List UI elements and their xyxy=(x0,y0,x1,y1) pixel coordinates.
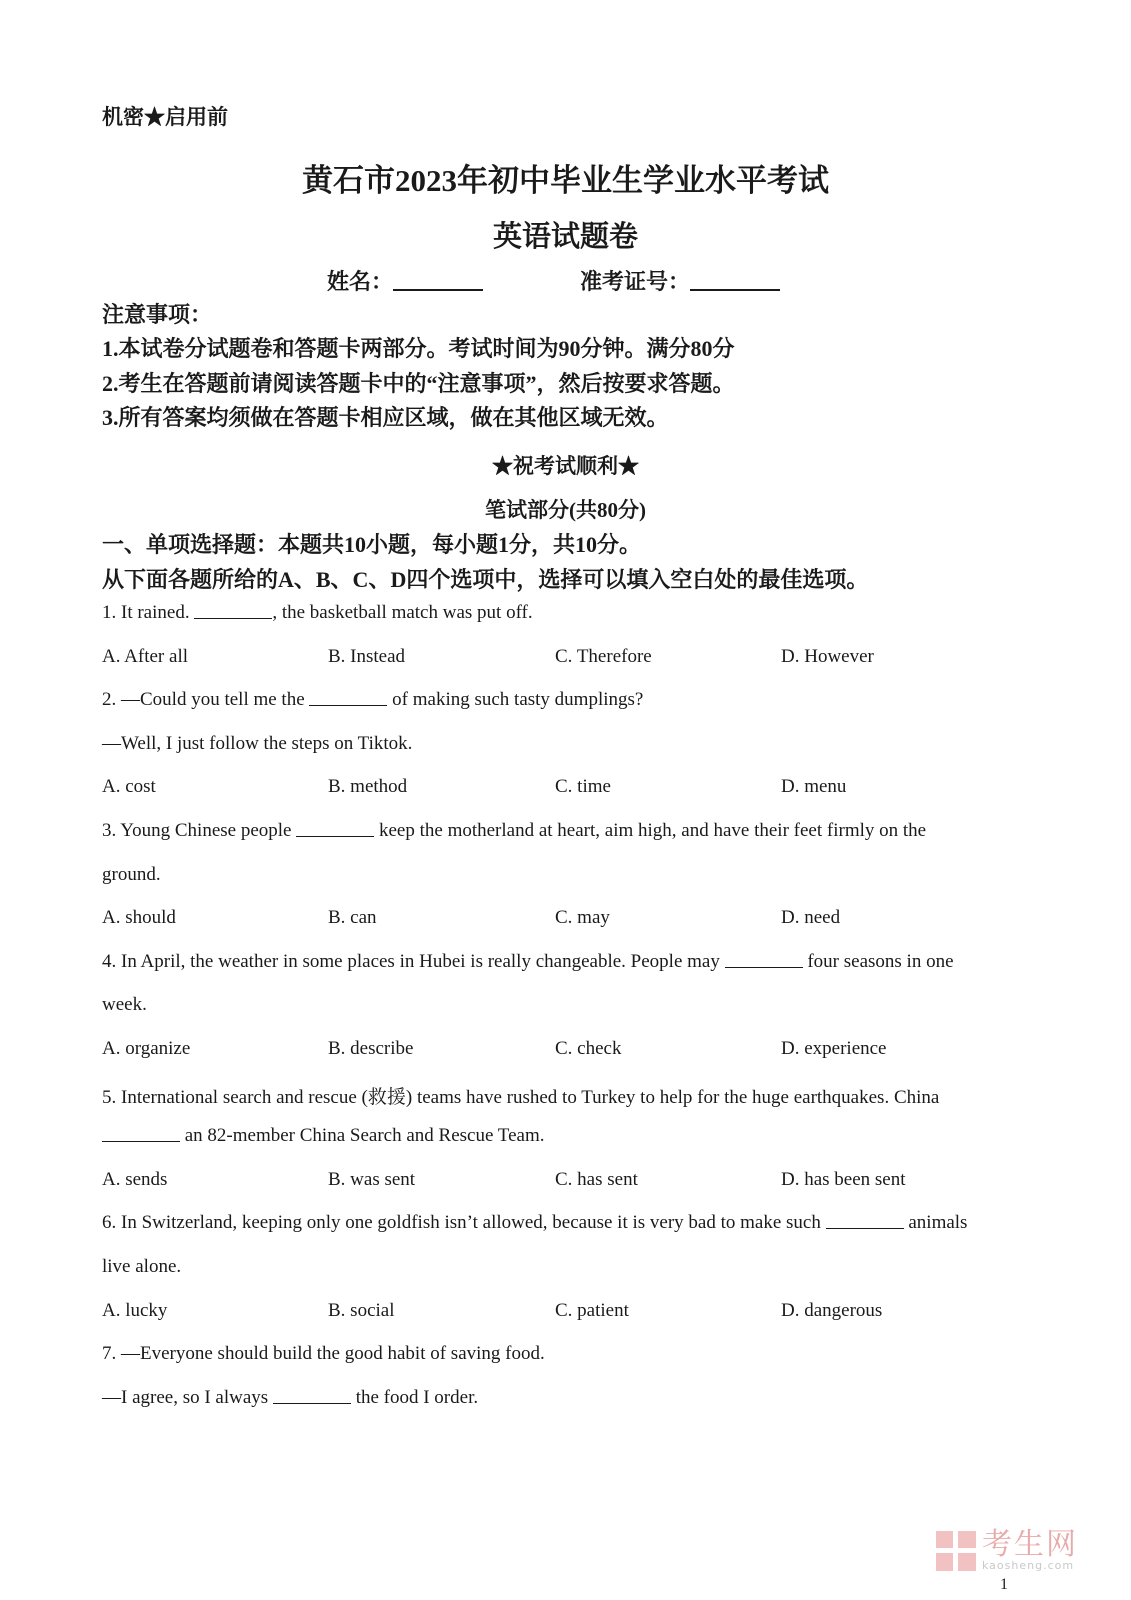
question-line xyxy=(102,994,147,1016)
question-text: , the basketball match was put off. xyxy=(272,602,533,623)
answer-option: A. organize xyxy=(102,1038,191,1059)
good-luck-wish: ★祝考试顺利★ xyxy=(492,454,639,478)
question-line xyxy=(102,951,954,973)
question-text: ground. xyxy=(102,863,161,885)
answer-option: A. sends xyxy=(102,1168,168,1190)
answer-option: B. social xyxy=(328,1299,395,1321)
question-line xyxy=(102,602,533,624)
answer-blank xyxy=(309,689,387,706)
page-number: 1 xyxy=(1000,1576,1008,1593)
answer-option: C. may xyxy=(555,907,610,929)
question-line xyxy=(102,1343,545,1365)
question-text: of making such tasty dumplings? xyxy=(387,689,644,711)
question-text: keep the motherland at heart, aim high, and have their feet firmly on the xyxy=(374,820,927,841)
name-label: 姓名： xyxy=(327,269,394,294)
answer-option: C. has sent xyxy=(555,1168,638,1190)
answer-option: A. lucky xyxy=(102,1299,168,1321)
question-text: live alone. xyxy=(102,1256,182,1277)
question-line xyxy=(102,689,643,711)
confidential-label: 机密★启用前 xyxy=(102,105,228,129)
part1-title: 一、单项选择题：本题共10小题，每小题1分，共10分。 xyxy=(102,532,642,557)
answer-option: B. was sent xyxy=(328,1168,416,1190)
answer-option: D. has been sent xyxy=(781,1168,906,1190)
answer-option: D. menu xyxy=(781,776,847,798)
answer-option: C. time xyxy=(555,776,611,798)
answer-option: D. However xyxy=(781,645,874,667)
answer-blank xyxy=(102,1125,180,1142)
question-line xyxy=(102,820,926,842)
answer-blank xyxy=(273,1387,351,1404)
answer-blank xyxy=(725,951,803,968)
question-text: 3. Young Chinese people xyxy=(102,820,297,841)
question-line xyxy=(102,1387,478,1409)
question-line xyxy=(102,1125,544,1147)
note-item: 2.考生在答题前请阅读答题卡中的“注意事项”，然后按要求答题。 xyxy=(102,371,735,396)
part1-instruction: 从下面各题所给的A、B、C、D四个选项中，选择可以填入空白处的最佳选项。 xyxy=(102,567,869,592)
answer-option: B. Instead xyxy=(328,645,406,667)
question-text: 1. It rained. xyxy=(102,602,195,623)
watermark xyxy=(936,1527,1078,1572)
question-text: 7. —Everyone should build the good habit of saving food. xyxy=(102,1343,545,1365)
watermark-url: kaosheng.com xyxy=(982,1559,1075,1572)
exam-subtitle: 英语试题卷 xyxy=(492,221,638,253)
exam-id-field xyxy=(580,265,780,296)
answer-option: B. method xyxy=(328,776,408,798)
question-text: 6. In Switzerland, keeping only one goldfish isn’t allowed, because it is very bad to make such xyxy=(102,1212,826,1234)
question-text: four seasons in one xyxy=(802,950,954,972)
answer-option: B. describe xyxy=(328,1038,414,1059)
question-text: 4. In April, the weather in some places in Hubei is really changeable. People may xyxy=(102,950,725,972)
answer-blank xyxy=(826,1212,904,1229)
question-text: 2. —Could you tell me the xyxy=(102,689,310,711)
question-text: 5. International search and rescue (救援) teams have rushed to Turkey to help for the huge earthquakes. China xyxy=(102,1086,940,1108)
question-text: —Well, I just follow the steps on Tiktok. xyxy=(102,732,413,754)
question-text: the food I order. xyxy=(350,1386,479,1408)
question-text: week. xyxy=(102,994,147,1016)
question-line xyxy=(102,864,161,886)
question-line xyxy=(102,733,412,755)
note-item: 3.所有答案均须做在答题卡相应区域，做在其他区域无效。 xyxy=(102,405,669,430)
answer-option: A. should xyxy=(102,907,176,929)
answer-blank xyxy=(194,602,272,619)
answer-option: D. need xyxy=(781,907,841,929)
answer-option: D. dangerous xyxy=(781,1299,883,1321)
question-text: animals xyxy=(903,1212,968,1234)
exam-title: 黄石市2023年初中毕业生学业水平考试 xyxy=(302,163,829,198)
question-text: —I agree, so I always xyxy=(102,1386,273,1408)
answer-blank xyxy=(296,820,374,837)
answer-option: C. Therefore xyxy=(555,645,652,667)
exam-id-label: 准考证号： xyxy=(580,269,691,294)
question-line xyxy=(102,1256,181,1278)
answer-option: C. patient xyxy=(555,1299,629,1321)
answer-option: D. experience xyxy=(781,1038,887,1059)
question-text: an 82-member China Search and Rescue Team. xyxy=(180,1125,545,1147)
answer-option: B. can xyxy=(328,907,377,929)
question-line xyxy=(102,1212,967,1234)
answer-option: A. cost xyxy=(102,776,156,798)
answer-option: A. After all xyxy=(102,645,189,667)
name-blank xyxy=(393,269,483,291)
name-field xyxy=(327,265,483,296)
watermark-text: 考生网 xyxy=(982,1527,1078,1562)
exam-id-blank xyxy=(690,269,780,291)
kaosheng-logo-icon xyxy=(936,1531,976,1571)
section-title: 笔试部分(共80分) xyxy=(485,498,646,522)
question-line xyxy=(102,1082,939,1109)
note-item: 1.本试卷分试题卷和答题卡两部分。考试时间为90分钟。满分80分 xyxy=(102,336,735,361)
answer-option: C. check xyxy=(555,1038,622,1059)
notes-heading: 注意事项： xyxy=(102,302,213,327)
